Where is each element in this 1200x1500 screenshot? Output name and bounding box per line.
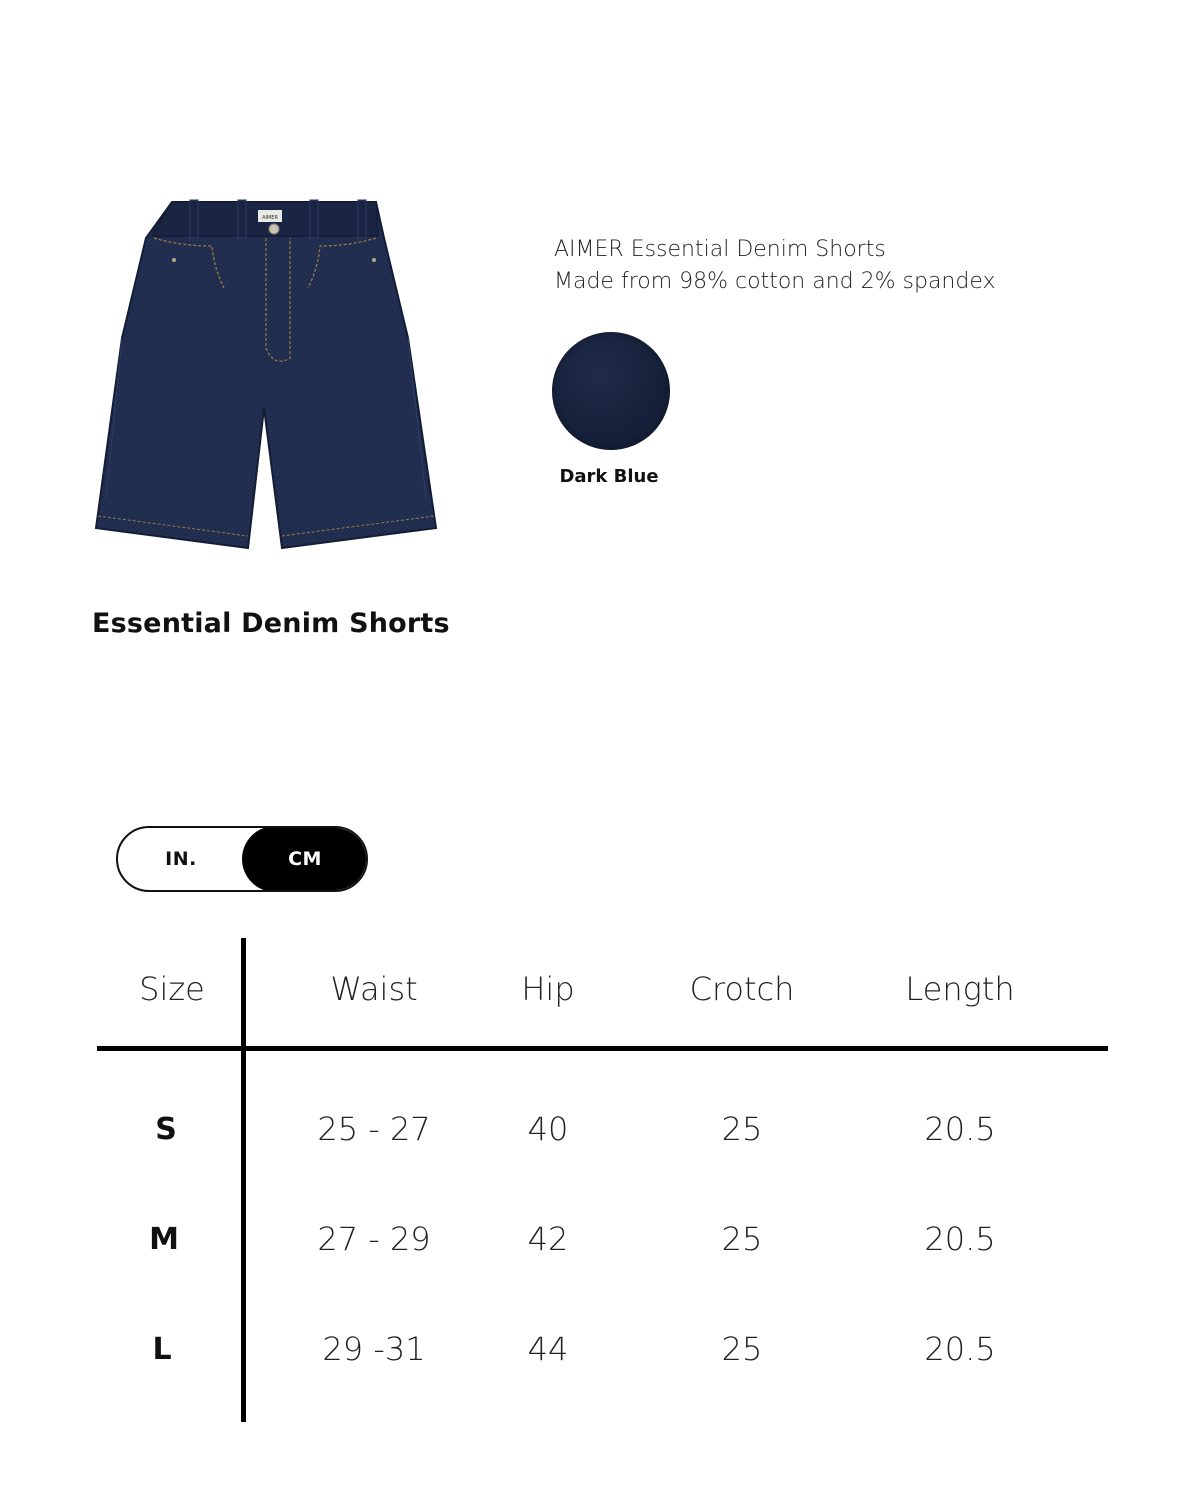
row-length: 20.5 [924,1110,996,1148]
row-size: L [152,1332,172,1367]
row-length: 20.5 [924,1330,996,1368]
header-hip: Hip [521,970,575,1008]
product-description [554,234,996,298]
product-name: Essential Denim Shorts [92,608,450,639]
row-waist: 29 -31 [322,1330,426,1368]
row-crotch: 25 [721,1110,763,1148]
unit-option-inches[interactable]: IN. [165,848,197,870]
row-hip: 40 [527,1110,569,1148]
unit-option-cm[interactable]: CM [242,826,368,892]
row-waist: 25 - 27 [317,1110,431,1148]
row-size: M [149,1222,179,1257]
row-crotch: 25 [721,1220,763,1258]
header-length: Length [905,970,1015,1008]
row-length: 20.5 [924,1220,996,1258]
row-size: S [155,1112,177,1147]
row-crotch: 25 [721,1330,763,1368]
row-waist: 27 - 29 [317,1220,431,1258]
product-image [92,198,438,554]
table-header-divider [97,1046,1108,1051]
color-swatch-label: Dark Blue [559,466,659,487]
unit-toggle[interactable] [116,826,368,892]
header-crotch: Crotch [689,970,795,1008]
color-swatch-dark-blue[interactable] [552,332,670,450]
description-line-1: AIMER Essential Denim Shorts [554,237,886,262]
description-line-2: Made from 98% cotton and 2% spandex [554,269,996,294]
header-waist: Waist [330,970,418,1008]
row-hip: 42 [527,1220,569,1258]
row-hip: 44 [527,1330,569,1368]
header-size: Size [139,970,205,1008]
table-column-divider [241,938,246,1422]
brand-tag-logo: AIMER [262,215,278,221]
